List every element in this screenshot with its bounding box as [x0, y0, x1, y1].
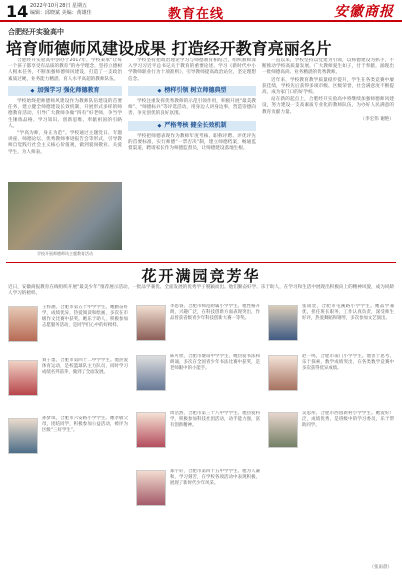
student-photo — [8, 418, 38, 454]
article2-intro: 近日，安徽商报教育在线组织开展“最美少年”推荐展示活动，一批品学兼优、全面发展的优秀学子脱颖而出。他们勤奋好学、乐于助人，在学习和生活中展现出积极向上的精神风貌，成为同龄人学习的榜样。 — [8, 285, 395, 297]
article-column-1 — [8, 58, 122, 180]
issue-date: 2022年10月28日 星期五 — [30, 3, 88, 9]
student-profile: 李思睿，合肥市师范附属小学学生。他性格开朗，兴趣广泛，在科技创新方面表现突出，作品曾获省级青少年科技创新大赛一等奖。 — [170, 304, 260, 321]
article-headline: 培育师德师风建设成果 打造经开教育亮丽名片 — [6, 39, 332, 58]
student-photo — [136, 470, 166, 506]
student-profile: 孙梦琪，合肥市六安路小学学生。她孝敬父母，团结同学，积极参加公益活动，被评为区级“三好学生”。 — [42, 416, 128, 433]
article2-headline: 花开满园竞芳华 — [141, 267, 261, 285]
author-credit: （李宏伟 谢艳） — [360, 116, 394, 122]
article-kicker: 合肥经开实验高中 — [8, 28, 64, 36]
article-column-2 — [128, 58, 256, 263]
paragraph: 近年来，学校教育教学质量稳步提升，学生在各类竞赛中屡获佳绩，学校先后获得多项市级、区级荣誉，社会满意度不断提高，成为家门口的好学校。 — [262, 77, 394, 96]
student-photo — [8, 360, 38, 396]
student-photo — [268, 355, 298, 391]
diamond-icon: ◆ — [30, 87, 35, 94]
page-header — [0, 0, 402, 22]
student-profile: 吴思彤，合肥市西园新村小学学生。她爱好广泛，成绩优秀，是班级中的学习委员，乐于帮助同学。 — [302, 411, 394, 428]
page-number: 14 — [6, 2, 29, 21]
section-divider — [6, 262, 396, 263]
paragraph: 学校始终把师德师风建设作为教师队伍建设的首要任务，建立健全师德建设长效机制，开展形式多样的师德教育活动，引导广大教师争做“四有”好老师，争当学生锤炼品格、学习知识、创新思维、奉献祖国的引路人。 — [8, 99, 122, 129]
paragraph: 合肥经开实验高中创办于2017年，学校秉承“让每一个孩子都享受有品质的教育”的办学理念，坚持立德树人根本任务，不断加强师德师风建设，打造了一支政治素质过硬、业务能力精湛、育人水平高超的教师队伍。 — [8, 58, 122, 82]
student-profile: 陈可欣，合肥市琥珀中学学生。她热爱书法和朗诵，多次在全国青少年书法比赛中获奖，是老师眼中的小能手。 — [170, 354, 260, 371]
student-photo — [136, 355, 166, 391]
student-photo — [268, 412, 298, 448]
diamond-icon: ◆ — [157, 87, 162, 94]
photo-caption: 学校开展师德师风主题教育活动 — [37, 251, 93, 256]
editor-credit: 编辑：邱晓斌 美编：黄雄佳 — [30, 10, 92, 16]
subhead — [8, 86, 122, 96]
newspaper-logo: 安徽商报 — [334, 4, 394, 20]
subhead — [128, 86, 256, 96]
student-profile: 张雨萱，合肥市屯溪路小学学生。她品学兼优，担任班长职务，工作认真负责，深受师生好评，热爱舞蹈和钢琴，多次参加文艺演出。 — [302, 304, 394, 321]
section-title: 教育在线 — [168, 7, 225, 22]
student-photo — [268, 305, 298, 341]
student-profile: 刘子墨，合肥市第四十二中学学生。他热爱体育运动，是校篮球队主力队员，同时学习成绩名列前茅，做到了全面发展。 — [42, 358, 128, 375]
diamond-icon: ◆ — [157, 122, 162, 129]
article-photo — [8, 182, 122, 250]
subhead-label: 加强学习 强化师德教育 — [37, 86, 100, 94]
student-profile: 郑宇轩，合肥市第四十五中学学生。他为人谦和，学习刻苦，在学校各项活动中表现积极，展现了新时代少年风采。 — [170, 469, 260, 486]
student-photo — [136, 305, 166, 341]
subhead-label: 严格考核 健全长效机制 — [164, 121, 227, 129]
paragraph: 学校注重发挥优秀教师的示范引领作用，积极开展“最美教师”、“师德标兵”等评选活动，用身边人讲身边事，营造崇德向善、争先创优的良好氛围。 — [128, 99, 256, 117]
student-profile: 赵一鸣，合肥市南门小学学生。他善于思考，乐于探索，数学成绩突出，在各类数学竞赛中多次获得优异成绩。 — [302, 354, 394, 371]
paragraph: 站在新的起点上，合肥经开实验高中将继续加强师德师风建设，努力建设一支高素质专业化的教师队伍，为办好人民满意的教育贡献力量。 — [262, 97, 394, 115]
paragraph: 一直以来，学校坚持以党建为引领，以师德建设为抓手，不断推动学校高质量发展。广大教师爱生如子，甘于奉献，涌现出一批师德高尚、业务精湛的优秀教师。 — [262, 58, 394, 76]
paragraph: 学校坚持把政治理论学习与师德教育相结合，组织教师深入学习习近平总书记关于教育的重要论述，学习《新时代中小学教师职业行为十项准则》，引导教师提高政治站位，坚定理想信念。 — [128, 58, 256, 82]
student-photo — [136, 412, 166, 448]
subhead-label: 榜样引领 树立师德典型 — [164, 86, 227, 94]
date-line — [30, 3, 150, 17]
article-column-3 — [262, 58, 394, 263]
subhead — [128, 121, 256, 131]
article2-credit: （张雨晨） — [369, 565, 392, 570]
student-photo — [8, 306, 38, 342]
student-profile: 周浩然，合肥市第三十八中学学生。他热爱科学，积极参加科技社团活动，动手能力强，富有创新精神。 — [170, 411, 260, 428]
student-profile: 王梓涵，合肥市第五十中学学生。她勤奋好学，成绩优异，热爱阅读和绘画，多次在市级作文比赛中获奖。她乐于助人，积极参加志愿服务活动，是同学们心中的好榜样。 — [42, 305, 128, 328]
paragraph: 学校把师德表现作为教师年度考核、职称评聘、评优评先的首要标准，实行师德“一票否决”制，建立师德档案，畅通监督渠道，聘请家长作为师德监督员，让师德建设落地生根。 — [128, 133, 256, 152]
paragraph: “学高为师，身正为范”。学校通过主题党日、专题讲座、师德论坛、优秀教师事迹报告会等形式，引导教师自觉践行社会主义核心价值观，做到爱岗敬业、关爱学生、为人师表。 — [8, 131, 122, 155]
